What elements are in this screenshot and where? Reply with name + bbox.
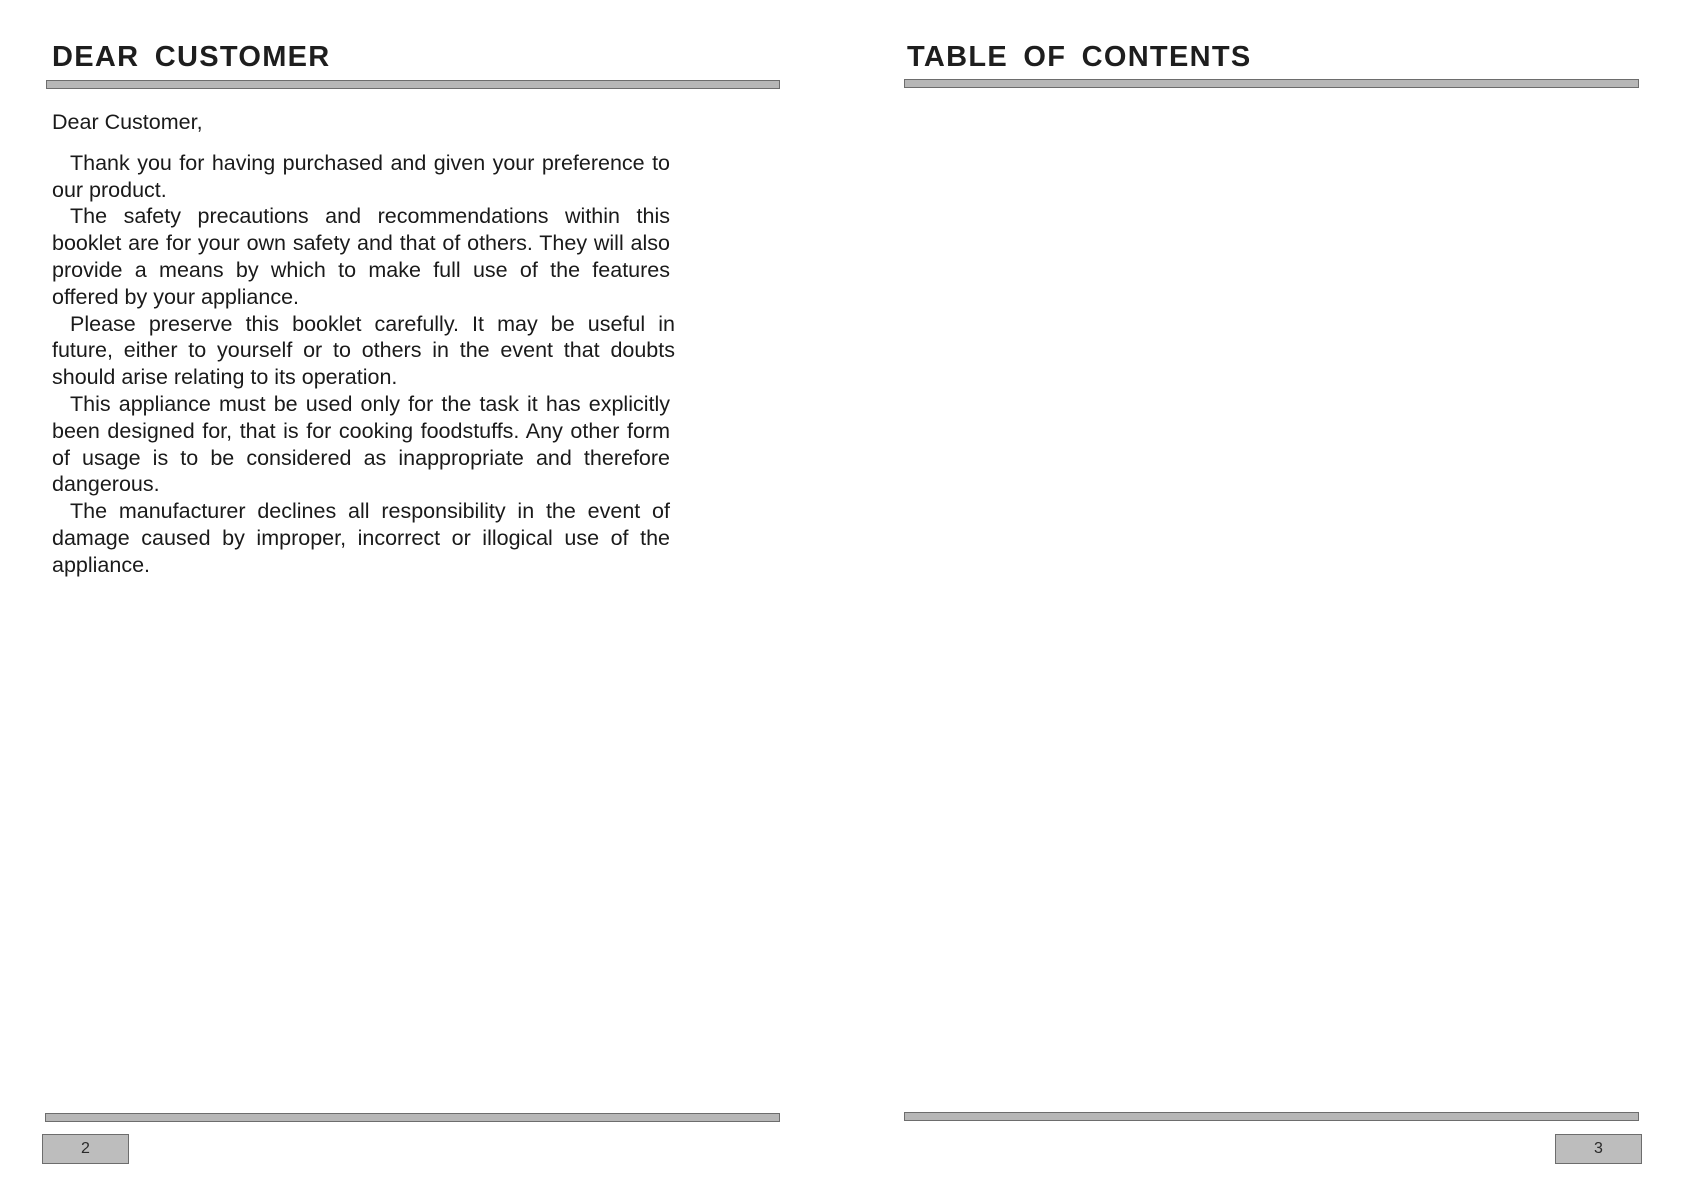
paragraph-safety: The safety precautions and recommendations within this booklet are for your own safety and that of others. They will also provide a means by which to make full use of the features offered by your appliance. (52, 204, 670, 309)
footer-rule (45, 1113, 780, 1122)
page-number: 2 (81, 1140, 90, 1157)
paragraph-preserve-booklet: Please preserve this booklet carefully. It may be useful in future, either to yourself or to others in the event that doubts should arise relating to its operation. (52, 311, 675, 390)
right-page (841, 0, 1682, 1190)
heading-rule (46, 80, 780, 89)
footer-rule (904, 1112, 1639, 1121)
page-number: 3 (1594, 1140, 1603, 1157)
letter-body (52, 109, 692, 579)
salutation: Dear Customer, (52, 110, 203, 134)
paragraph-liability: The manufacturer declines all responsibility in the event of damage caused by improper, incorrect or illogical use of the appliance. (52, 499, 670, 577)
paragraph-intended-use: This appliance must be used only for the task it has explicitly been designed for, that is for cooking foodstuffs. Any other form of usage is to be considered as inappropriate and therefore dangerous. (52, 391, 670, 497)
heading-rule (904, 79, 1639, 88)
page-number-box (1555, 1134, 1642, 1164)
page-heading-dear-customer: DEAR CUSTOMER (52, 41, 331, 73)
page-number-box (42, 1134, 129, 1164)
paragraph-thank-you: Thank you for having purchased and given your preference to our product. (52, 150, 670, 202)
page-heading-table-of-contents: TABLE OF CONTENTS (907, 41, 1252, 73)
